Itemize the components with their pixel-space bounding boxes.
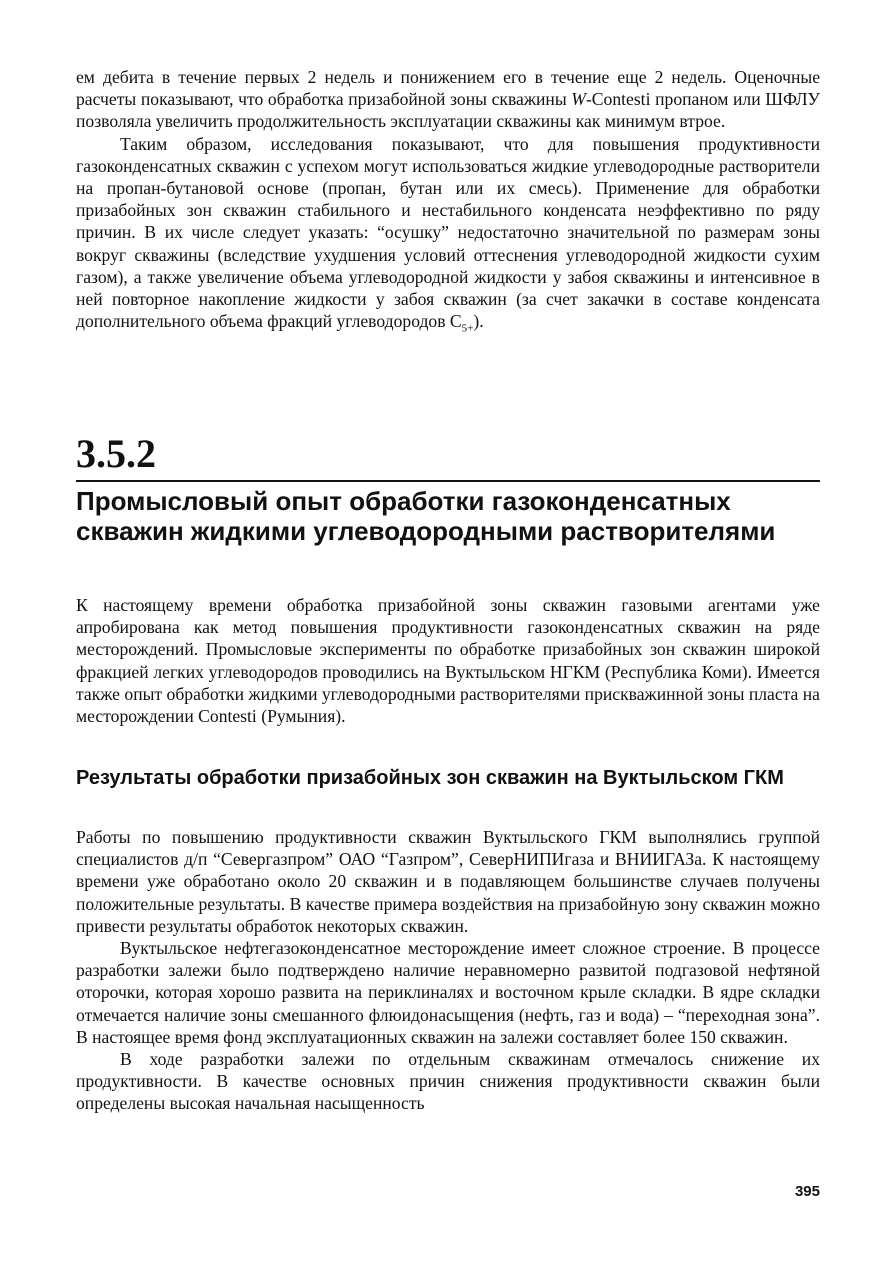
section-title: Промысловый опыт обработки газоконденсатных скважин жидкими углеводородными растворителями — [76, 486, 776, 546]
intro-paragraph: К настоящему времени обработка призабойной зоны скважин газовыми агентами уже апробирована как метод повышения продуктивности газоконденсатных скважин на ряде месторождений. Промысловые эксперименты по обработке призабойных зон скважин широкой фракцией легких углеводородов проводились на Вуктыльском НГКМ (Республика Коми). Имеется также опыт обработки жидкими углеводородными растворителями прискважинной зоны пласта на месторождении Contesti (Румыния). — [76, 595, 820, 727]
subsection-paragraph-2: Вуктыльское нефтегазоконденсатное месторождение имеет сложное строение. В процессе разработки залежи было подтверждено наличие неравномерно развитой подгазовой нефтяной оторочки, которая хорошо развита на периклиналях и восточном крыле складки. В ядре складки отмечается наличие зоны смешанного флюидонасыщения (нефть, газ и вода) – “переходная зона”. В настоящее время фонд эксплуатационных скважин на залежи составляет более 150 скважин. — [76, 938, 820, 1047]
subsection-body — [76, 826, 820, 1115]
section-divider — [76, 480, 820, 482]
paragraph-1-text-b: -Contesti пропаном или ШФЛУ позволяла увеличить продолжительность эксплуатации скважины как минимум втрое. — [76, 89, 820, 132]
top-text — [76, 66, 820, 340]
paragraph-2 — [76, 133, 820, 340]
subsection-paragraph-1: Работы по повышению продуктивности скважин Вуктыльского ГКМ выполнялись группой специалистов д/п “Севергазпром” ОАО “Газпром”, СеверНИПИгаза и ВНИИГАЗа. К настоящему времени уже обработано около 20 скважин и в подавляющем большинстве случаев получены положительные результаты. В качестве примера воздействия на призабойную зону скважин можно привести результаты обработок некоторых скважин. — [76, 827, 820, 936]
paragraph-1-italic: W — [571, 89, 586, 110]
subsection-title: Результаты обработки призабойных зон скважин на Вуктыльском ГКМ — [76, 767, 784, 789]
page-number: 395 — [794, 1183, 820, 1200]
subsection-paragraph-3: В ходе разработки залежи по отдельным скважинам отмечалось снижение их продуктивности. В качестве основных причин снижения продуктивности скважин были определены высокая начальная насыщенность — [76, 1049, 820, 1114]
section-number: 3.5.2 — [76, 431, 156, 476]
paragraph-1-text-a: ем дебита в течение первых 2 недель и понижением его в течение еще 2 недель. Оценочные расчеты показывают, что обработка призабойной зоны скважины — [76, 67, 820, 110]
intro-block — [76, 594, 820, 727]
paragraph-2-text-a: Таким образом, исследования показывают, что для повышения продуктивности газоконденсатных скважин с успехом могут использоваться жидкие углеводородные растворители на пропан-бутановой основе (пропан, бутан или их смесь). Применение для обработки призабойных зон скважин стабильного и нестабильного конденсата неэффективно по ряду причин. В их числе следует указать: “осушку” недостаточно значительной по размерам зоны вокруг скважины (вследствие ухудшения условий оттеснения углеводородной жидкости сухим газом), а также увеличение объема углеводородной жидкости у забоя скважины и интенсивное в ней повторное накопление жидкости у забоя скважин (за счет закачки в составе конденсата дополнительного объема фракций углеводородов C — [76, 133, 820, 332]
paragraph-1 — [76, 66, 820, 133]
paragraph-2-text-b: ). — [473, 311, 484, 332]
paragraph-2-subscript: 5+ — [461, 322, 474, 335]
